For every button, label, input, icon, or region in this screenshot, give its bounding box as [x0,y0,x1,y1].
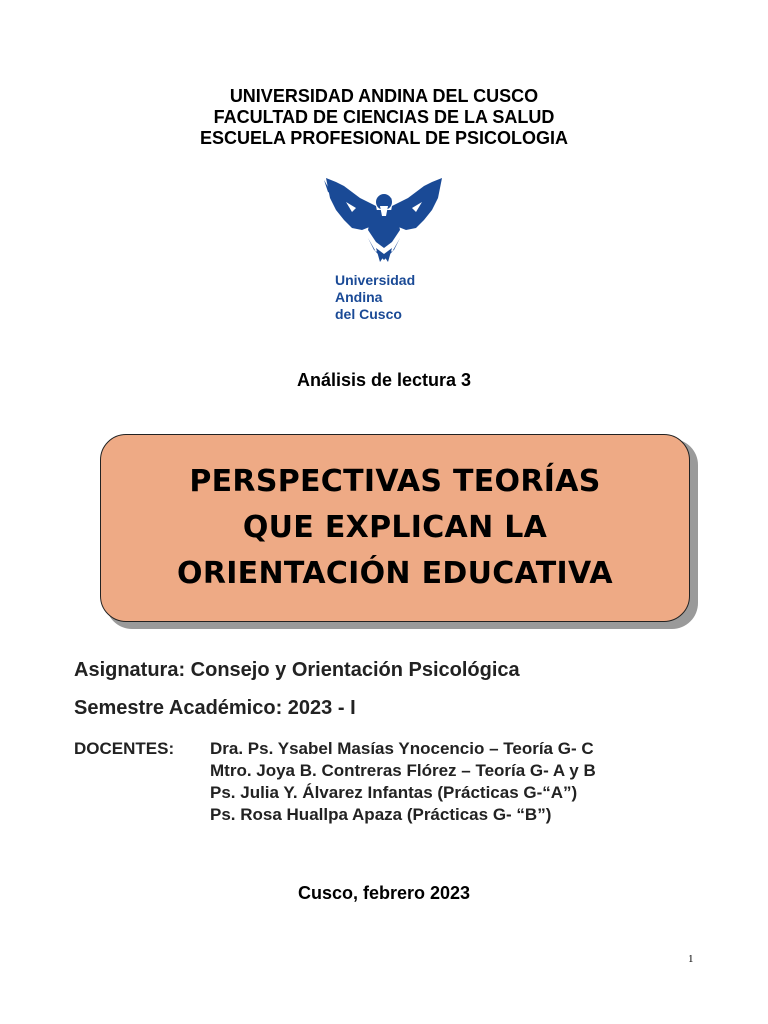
analysis-label: Análisis de lectura 3 [296,370,472,390]
logo-text-line2: Andina [335,289,383,305]
docente-item: Ps. Rosa Huallpa Apaza (Prácticas G- “B”) [210,805,552,824]
logo-text-line1: Universidad [335,272,416,288]
page-number: 1 [688,953,694,965]
university-name: UNIVERSIDAD ANDINA DEL CUSCO [229,86,539,106]
docente-item: Mtro. Joya B. Contreras Flórez – Teoría G- A y B [210,761,596,780]
semester-line: Semestre Académico: 2023 - I [74,697,356,719]
logo-wordmark [335,272,415,323]
logo-text-line3: del Cusco [335,306,402,322]
title-line-2: QUE EXPLICAN LA [242,510,548,545]
subject-line: Asignatura: Consejo y Orientación Psicológica [74,659,520,681]
docente-item: Dra. Ps. Ysabel Masías Ynocencio – Teoría G- C [210,739,594,758]
university-header [0,86,768,149]
school-name: ESCUELA PROFESIONAL DE PSICOLOGIA [199,128,569,148]
docente-item: Ps. Julia Y. Álvarez Infantas (Prácticas G-“A”) [210,783,578,802]
docentes-list [210,738,596,826]
faculty-name: FACULTAD DE CIENCIAS DE LA SALUD [213,107,555,127]
title-line-1: PERSPECTIVAS TEORÍAS [189,464,601,499]
docentes-label: DOCENTES: [74,739,175,758]
place-date: Cusco, febrero 2023 [297,883,471,903]
title-line-3: ORIENTACIÓN EDUCATIVA [177,556,613,591]
title-box [100,434,690,622]
